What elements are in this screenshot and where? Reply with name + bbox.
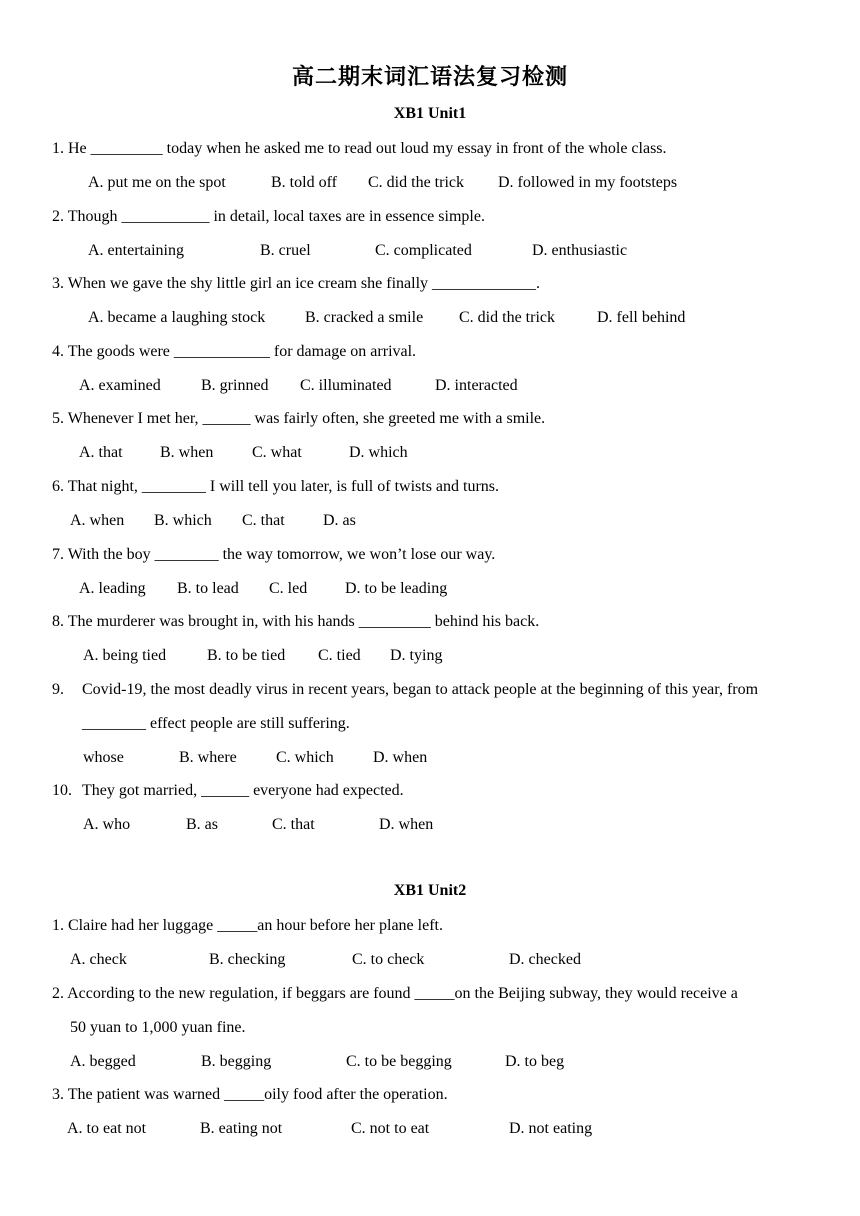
question-10: They got married, ______ everyone had expected. xyxy=(82,782,404,799)
option: C. which xyxy=(276,749,334,766)
question-6: 6. That night, ________ I will tell you later, is full of twists and turns. xyxy=(52,478,500,495)
option: D. which xyxy=(349,444,408,461)
question-2: 2. Though ___________ in detail, local taxes are in essence simple. xyxy=(52,208,485,225)
option: A. leading xyxy=(79,580,146,597)
option: B. told off xyxy=(271,174,337,191)
option: C. to check xyxy=(352,951,425,968)
option: D. when xyxy=(379,816,434,833)
option: whose xyxy=(83,749,124,766)
option: A. examined xyxy=(79,377,161,394)
option: C. what xyxy=(252,444,302,461)
option: C. illuminated xyxy=(300,377,392,394)
option: A. put me on the spot xyxy=(88,174,226,191)
option: C. that xyxy=(242,512,285,529)
unit2-heading: XB1 Unit2 xyxy=(393,882,467,899)
question-3: 3. When we gave the shy little girl an ice cream she finally _____________. xyxy=(52,275,541,292)
option: C. not to eat xyxy=(351,1120,430,1137)
option: D. enthusiastic xyxy=(532,242,628,259)
option: D. to be leading xyxy=(345,580,448,597)
option: A. begged xyxy=(70,1053,136,1070)
option: D. interacted xyxy=(435,377,518,394)
question-2-continued: 50 yuan to 1,000 yuan fine. xyxy=(70,1019,246,1036)
option: B. begging xyxy=(201,1053,272,1070)
option: A. when xyxy=(70,512,125,529)
option: A. became a laughing stock xyxy=(88,309,266,326)
option: A. that xyxy=(79,444,123,461)
question-9: Covid-19, the most deadly virus in recent years, began to attack people at the beginning of this year, from xyxy=(82,681,759,698)
option: B. when xyxy=(160,444,214,461)
question-2: 2. According to the new regulation, if beggars are found _____on the Beijing subway, they would receive a xyxy=(52,985,738,1002)
option: A. being tied xyxy=(83,647,167,664)
option: D. followed in my footsteps xyxy=(498,174,678,191)
option: A. entertaining xyxy=(88,242,184,259)
question-1: 1. Claire had her luggage _____an hour before her plane left. xyxy=(52,917,443,934)
unit1-heading: XB1 Unit1 xyxy=(393,105,467,122)
option: C. led xyxy=(269,580,308,597)
option: C. did the trick xyxy=(368,174,464,191)
question-10-number: 10. xyxy=(52,782,72,799)
option: D. checked xyxy=(509,951,581,968)
question-5: 5. Whenever I met her, ______ was fairly often, she greeted me with a smile. xyxy=(52,410,546,427)
option: B. cracked a smile xyxy=(305,309,424,326)
option: B. grinned xyxy=(201,377,269,394)
question-4: 4. The goods were ____________ for damage on arrival. xyxy=(52,343,417,360)
option: C. to be begging xyxy=(346,1053,452,1070)
option: B. eating not xyxy=(200,1120,283,1137)
page-title: 高二期末词汇语法复习检测 xyxy=(291,65,568,90)
option: B. to lead xyxy=(177,580,239,597)
option: C. tied xyxy=(318,647,361,664)
option: C. did the trick xyxy=(459,309,555,326)
option: D. tying xyxy=(390,647,443,664)
option: C. complicated xyxy=(375,242,472,259)
option: A. to eat not xyxy=(67,1120,147,1137)
question-7: 7. With the boy ________ the way tomorrow, we won’t lose our way. xyxy=(52,546,496,563)
question-1: 1. He _________ today when he asked me to read out loud my essay in front of the whole class. xyxy=(52,140,667,157)
question-8: 8. The murderer was brought in, with his hands _________ behind his back. xyxy=(52,613,540,630)
option: B. checking xyxy=(209,951,286,968)
question-9-continued: ________ effect people are still suffering. xyxy=(82,715,350,732)
question-3: 3. The patient was warned _____oily food after the operation. xyxy=(52,1086,448,1103)
option: A. who xyxy=(83,816,131,833)
option: D. fell behind xyxy=(597,309,686,326)
option: A. check xyxy=(70,951,127,968)
option: B. to be tied xyxy=(207,647,286,664)
option: D. to beg xyxy=(505,1053,565,1070)
question-9-number: 9. xyxy=(52,681,64,698)
option: D. when xyxy=(373,749,428,766)
option: B. cruel xyxy=(260,242,311,259)
option: B. which xyxy=(154,512,212,529)
option: C. that xyxy=(272,816,315,833)
option: D. not eating xyxy=(509,1120,593,1137)
option: B. as xyxy=(186,816,218,833)
option: D. as xyxy=(323,512,356,529)
option: B. where xyxy=(179,749,237,766)
